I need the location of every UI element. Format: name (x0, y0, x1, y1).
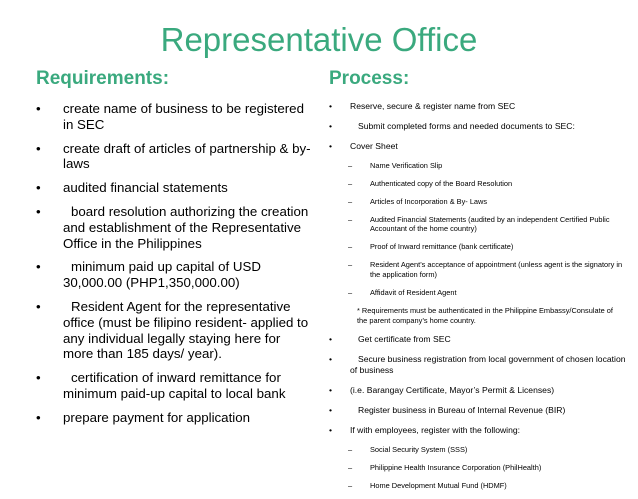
dash-icon: – (348, 462, 353, 472)
bullet-icon: • (36, 101, 41, 116)
process-step: • Submit completed forms and needed documents to SEC: (329, 120, 575, 131)
process-step: • Secure business registration from local government of chosen location of business (329, 354, 626, 376)
bullet-icon: • (329, 405, 333, 416)
employee-registration-item: – Philippine Health Insurance Corporation (PhilHealth) (348, 462, 542, 472)
process-step: • If with employees, register with the following: (329, 424, 521, 435)
process-list (329, 101, 629, 499)
bullet-icon: • (36, 140, 41, 156)
requirements-heading: Requirements: (36, 68, 170, 89)
requirement-item: • audited financial statements (36, 180, 228, 196)
cover-sheet-item: – Articles of Incorporation & By- Laws (348, 196, 488, 206)
bullet-icon: • (36, 203, 41, 219)
dash-icon: – (348, 242, 353, 252)
requirement-item: • certification of inward remittance for minimum paid-up capital to local bank (36, 370, 286, 401)
slide-title: Representative Office (160, 21, 478, 58)
employee-registration-item: – Social Security System (SSS) (348, 444, 468, 454)
dash-icon: – (348, 480, 353, 490)
process-step: • (i.e. Barangay Certificate, Mayor’s Permit & Licenses) (329, 385, 555, 396)
requirement-item: • create name of business to be registered in SEC (36, 101, 304, 132)
requirement-item: • minimum paid up capital of USD 30,000.00 (PHP1,350,000.00) (36, 259, 261, 291)
process-heading: Process: (329, 68, 410, 89)
process-step: • Get certificate from SEC (329, 334, 451, 345)
authentication-note: * Requirements must be authenticated in the Philippine Embassy/Consulate of the parent company’s home country. (357, 306, 613, 325)
bullet-icon: • (36, 409, 41, 425)
bullet-icon: • (329, 424, 333, 435)
requirement-item: • create draft of articles of partnership & by- laws (36, 140, 311, 172)
dash-icon: – (348, 288, 353, 298)
process-step: • Cover Sheet (329, 140, 398, 151)
bullet-icon: • (329, 334, 333, 345)
dash-icon: – (348, 214, 353, 224)
dash-icon: – (348, 444, 353, 454)
bullet-icon: • (36, 259, 41, 275)
bullet-icon: • (329, 354, 333, 365)
bullet-icon: • (329, 385, 333, 396)
cover-sheet-item: – Affidavit of Resident Agent (348, 288, 457, 298)
cover-sheet-item: – Proof of Inward remittance (bank certificate) (348, 242, 514, 252)
requirement-item: • prepare payment for application (36, 409, 251, 425)
dash-icon: – (348, 160, 353, 170)
requirements-list (36, 101, 314, 434)
cover-sheet-item: – Authenticated copy of the Board Resolution (348, 178, 513, 188)
bullet-icon: • (329, 140, 333, 151)
bullet-icon: • (36, 180, 41, 196)
requirement-item: • board resolution authorizing the creation and establishment of the Representative Office in the Philippines (36, 203, 309, 251)
process-step: • Reserve, secure & register name from SEC (329, 101, 516, 111)
cover-sheet-item: – Resident Agent’s acceptance of appointment (unless agent is the signatory in the application form) (348, 260, 623, 280)
process-step: • Register business in Bureau of Internal Revenue (BIR) (329, 405, 566, 416)
employee-registration-item: – Home Development Mutual Fund (HDMF) (348, 480, 507, 490)
dash-icon: – (348, 260, 353, 270)
dash-icon: – (348, 196, 353, 206)
bullet-icon: • (329, 101, 333, 111)
bullet-icon: • (36, 370, 41, 386)
cover-sheet-item: – Name Verification Slip (348, 160, 443, 170)
bullet-icon: • (329, 120, 333, 131)
requirement-item: • Resident Agent for the representative office (must be filipino resident- applied to any individual legally staying here for more than 185 days/ year). (36, 298, 309, 362)
bullet-icon: • (36, 298, 41, 314)
dash-icon: – (348, 178, 353, 188)
cover-sheet-item: – Audited Financial Statements (audited by an independent Certified Public Accountant of the home country) (348, 214, 610, 234)
